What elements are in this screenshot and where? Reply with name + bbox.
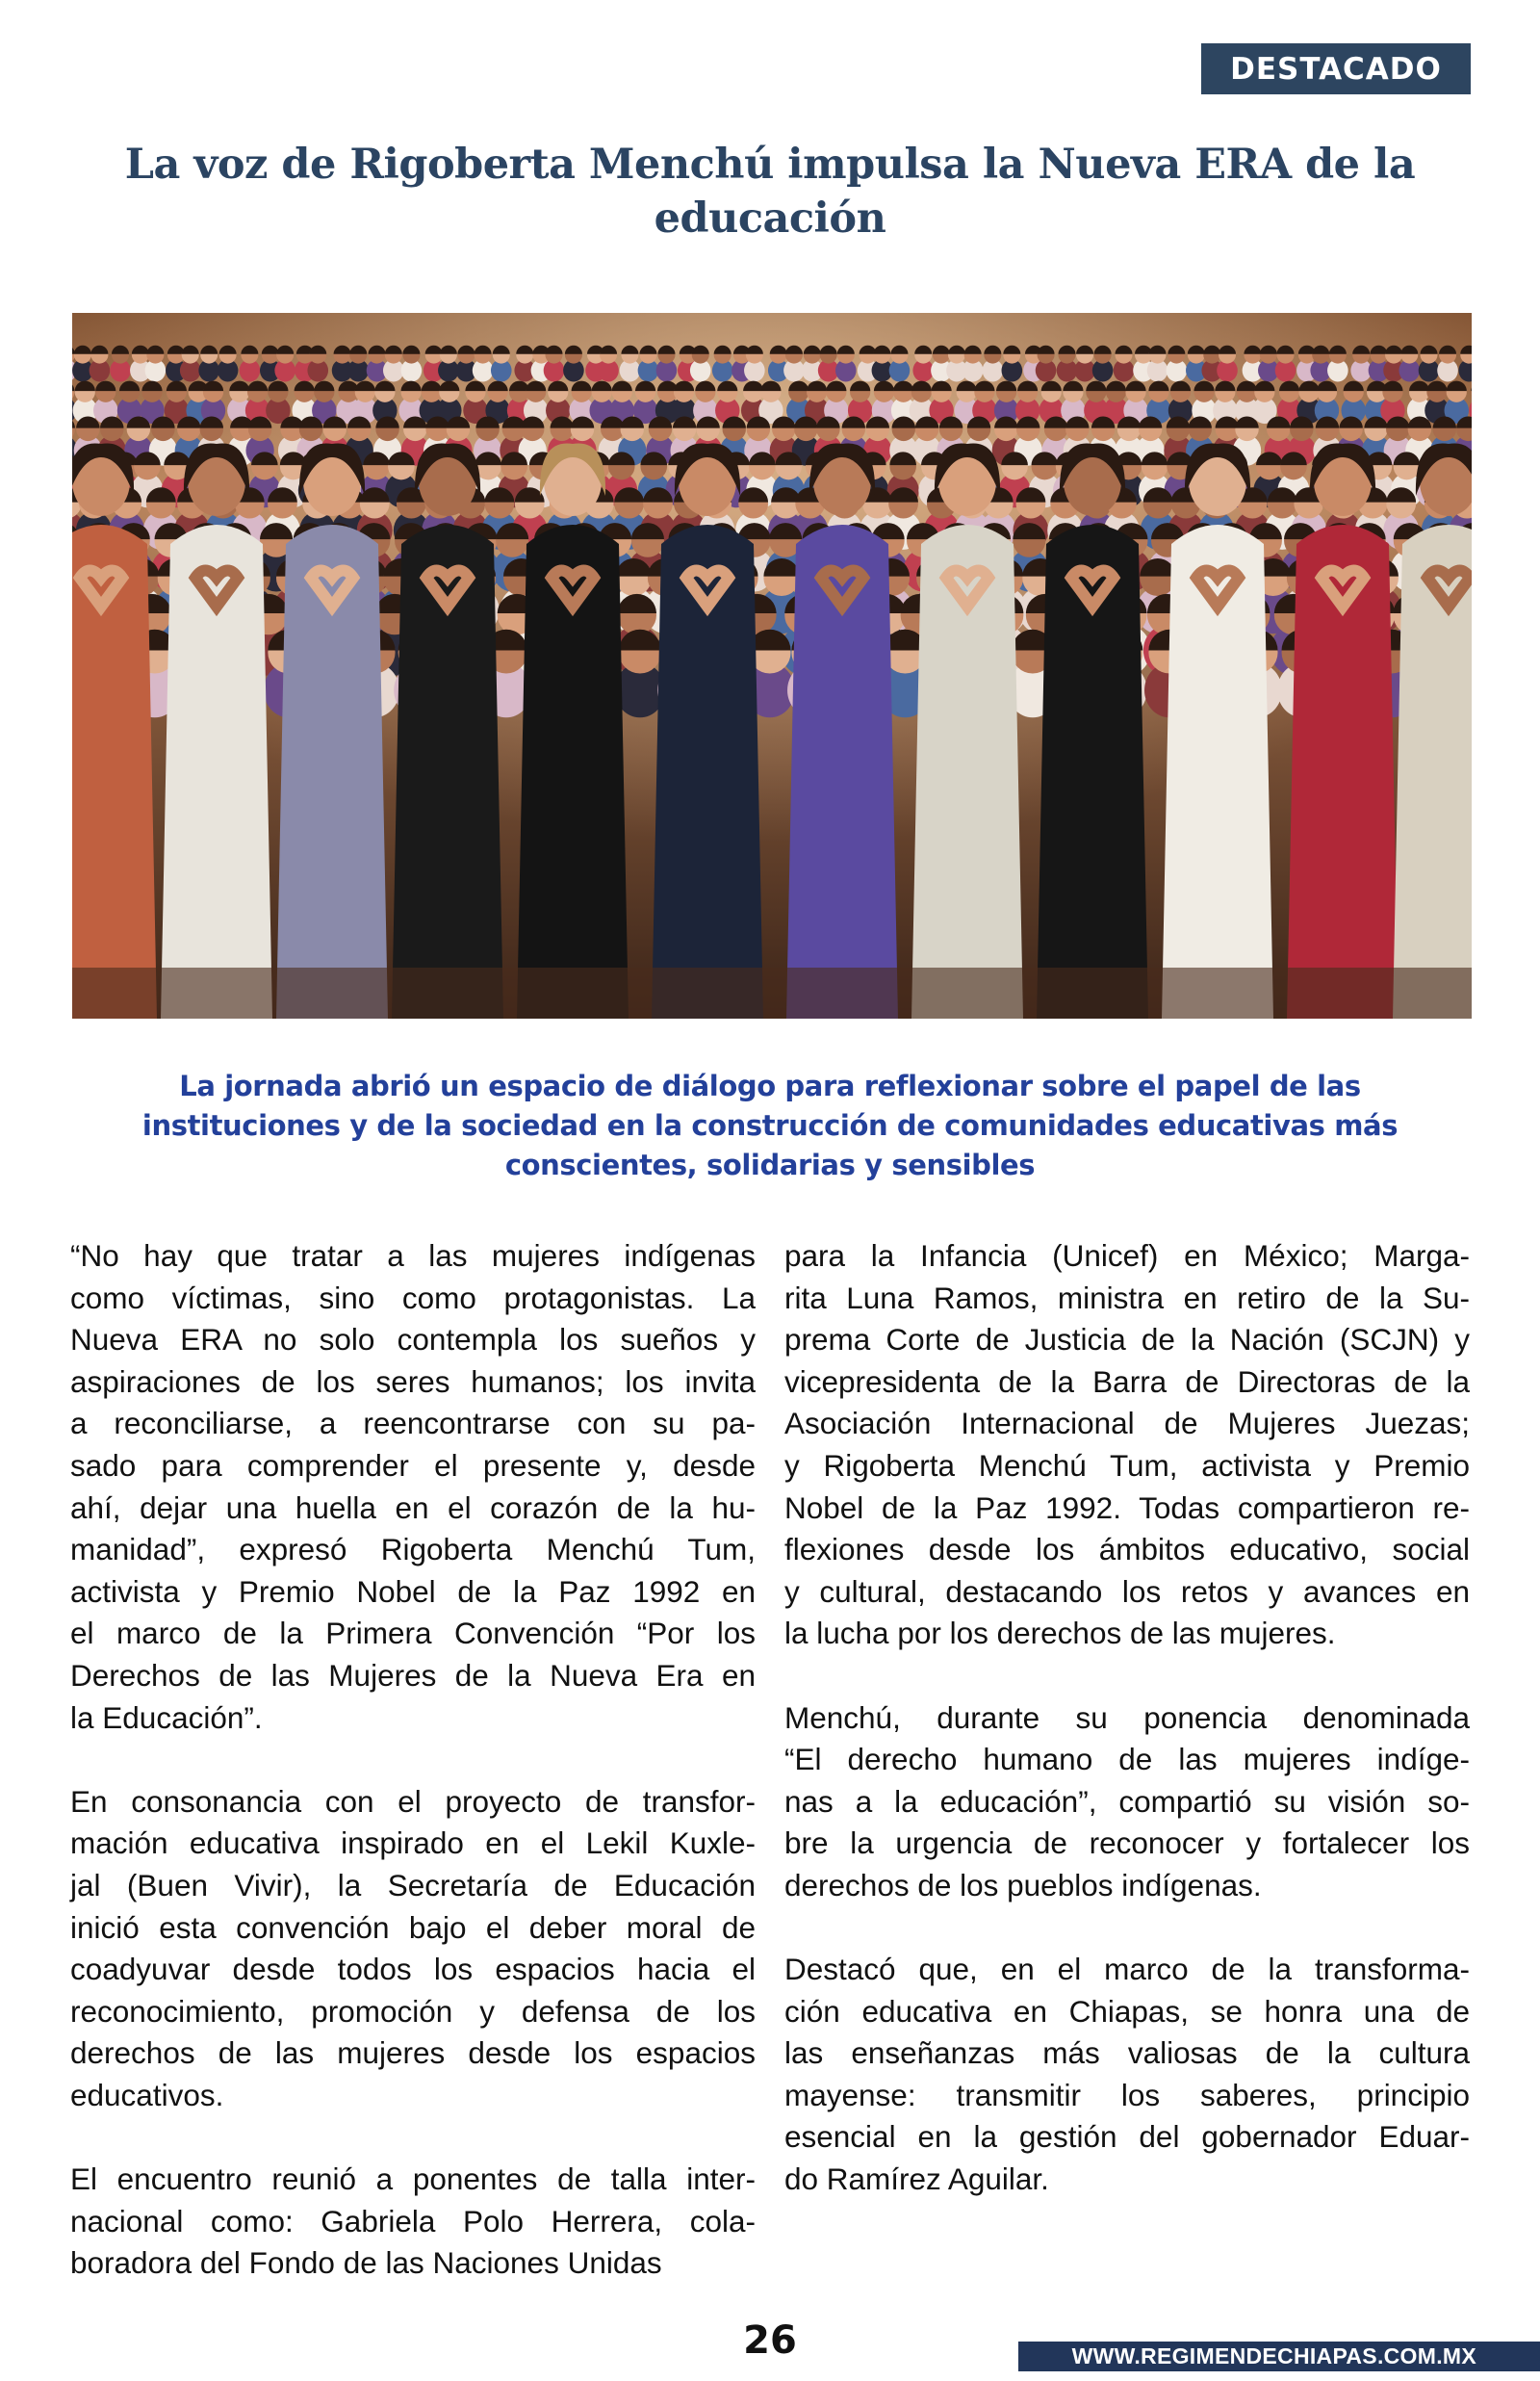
body-text-line: mayense: transmitir los saberes, principio bbox=[784, 2077, 1470, 2112]
body-text-line: “El derecho humano de las mujeres indíge- bbox=[784, 1742, 1470, 1777]
paragraph-gap bbox=[70, 2116, 756, 2159]
body-text-line: ción educativa en Chiapas, se honra una de bbox=[784, 1993, 1470, 2029]
caption-line: instituciones y de la sociedad en la construcción de comunidades educativas más bbox=[141, 1109, 1399, 1142]
body-text-line: como víctimas, sino como protagonistas. La bbox=[70, 1280, 756, 1315]
body-text-line: rita Luna Ramos, ministra en retiro de la Su- bbox=[784, 1280, 1470, 1315]
body-text-line: inició esta convención bajo el deber moral de bbox=[70, 1909, 756, 1945]
body-text-line: nas a la educación”, compartió su visión so- bbox=[784, 1783, 1470, 1819]
photo-caption bbox=[77, 1067, 1463, 1185]
article-column-right bbox=[784, 1235, 1470, 2201]
body-text-line: educativos. bbox=[70, 2077, 224, 2112]
body-text-line: nacional como: Gabriela Polo Herrera, cola- bbox=[70, 2203, 756, 2239]
title-line: educación bbox=[654, 194, 886, 243]
title-line: La voz de Rigoberta Menchú impulsa la Nueva ERA de la bbox=[124, 141, 1416, 189]
body-text-line: jal (Buen Vivir), la Secretaría de Educación bbox=[70, 1867, 756, 1902]
body-text-line: las enseñanzas más valiosas de la cultura bbox=[784, 2035, 1470, 2071]
body-text-line: derechos de los pueblos indígenas. bbox=[784, 1867, 1262, 1902]
body-text-line: Nobel de la Paz 1992. Todas compartieron re- bbox=[784, 1489, 1470, 1525]
body-text-line: para la Infancia (Unicef) en México; Marga- bbox=[784, 1238, 1470, 1273]
body-text-line: aspiraciones de los seres humanos; los invita bbox=[70, 1363, 756, 1399]
body-text-line: Menchú, durante su ponencia denominada bbox=[784, 1699, 1470, 1735]
body-text-line: coadyuvar desde todos los espacios hacia el bbox=[70, 1952, 756, 1987]
body-text-line: Derechos de las Mujeres de la Nueva Era en bbox=[70, 1657, 756, 1693]
body-text-line: do Ramírez Aguilar. bbox=[784, 2161, 1049, 2197]
website-footer-bar bbox=[1018, 2342, 1540, 2371]
body-text-line: reconocimiento, promoción y defensa de los bbox=[70, 1993, 756, 2029]
body-text-line: boradora del Fondo de las Naciones Unidas bbox=[70, 2245, 662, 2281]
body-text-line: prema Corte de Justicia de la Nación (SCJN) y bbox=[784, 1322, 1470, 1358]
floor bbox=[72, 968, 1472, 1019]
caption-line: La jornada abrió un espacio de diálogo para reflexionar sobre el papel de las bbox=[179, 1070, 1361, 1102]
body-text-line: El encuentro reunió a ponentes de talla inter- bbox=[70, 2161, 756, 2197]
body-text-line: En consonancia con el proyecto de transfor- bbox=[70, 1783, 756, 1819]
body-text-line: bre la urgencia de reconocer y fortalecer los bbox=[784, 1825, 1470, 1861]
body-text-line: manidad”, expresó Rigoberta Menchú Tum, bbox=[70, 1532, 756, 1567]
body-text-line: mación educativa inspirado en el Lekil Kuxle- bbox=[70, 1825, 756, 1861]
body-text-line: sado para comprender el presente y, desde bbox=[70, 1447, 756, 1483]
page-number: 26 bbox=[743, 2318, 797, 2363]
body-text-line: derechos de las mujeres desde los espacios bbox=[70, 2035, 756, 2071]
article-column-left bbox=[70, 1235, 756, 2285]
body-text-line: y cultural, destacando los retos y avances en bbox=[784, 1573, 1470, 1609]
body-text-line: flexiones desde los ámbitos educativo, social bbox=[784, 1532, 1470, 1567]
body-text-line: a reconciliarse, a reencontrarse con su pa- bbox=[70, 1406, 756, 1441]
caption-line: conscientes, solidarias y sensibles bbox=[504, 1149, 1036, 1181]
body-text-line: ahí, dejar una huella en el corazón de la hu- bbox=[70, 1489, 756, 1525]
body-text-line: Nueva ERA no solo contempla los sueños y bbox=[70, 1322, 756, 1358]
section-badge: DESTACADO bbox=[1201, 43, 1471, 94]
body-text-line: activista y Premio Nobel de la Paz 1992 en bbox=[70, 1573, 756, 1609]
body-text-line: “No hay que tratar a las mujeres indígenas bbox=[70, 1238, 756, 1273]
body-text-line: y Rigoberta Menchú Tum, activista y Premio bbox=[784, 1447, 1470, 1483]
paragraph-gap bbox=[784, 1907, 1470, 1950]
body-text-line: esencial en la gestión del gobernador Eduar- bbox=[784, 2119, 1470, 2155]
crowd-photo-icon bbox=[72, 313, 1472, 1019]
body-text-line: Destacó que, en el marco de la transforma- bbox=[784, 1952, 1470, 1987]
website-link[interactable]: WWW.REGIMENDECHIAPAS.COM.MX bbox=[1071, 2343, 1476, 2368]
body-text-line: la lucha por los derechos de las mujeres. bbox=[784, 1616, 1336, 1651]
body-text-line: Asociación Internacional de Mujeres Juezas; bbox=[784, 1406, 1470, 1441]
paragraph-gap bbox=[70, 1739, 756, 1781]
body-text-line: vicepresidenta de la Barra de Directoras de la bbox=[784, 1363, 1470, 1399]
body-text-line: la Educación”. bbox=[70, 1699, 263, 1735]
article-photo bbox=[72, 313, 1472, 1019]
paragraph-gap bbox=[784, 1655, 1470, 1697]
body-text-line: el marco de la Primera Convención “Por los bbox=[70, 1616, 756, 1651]
article-title bbox=[77, 138, 1463, 246]
